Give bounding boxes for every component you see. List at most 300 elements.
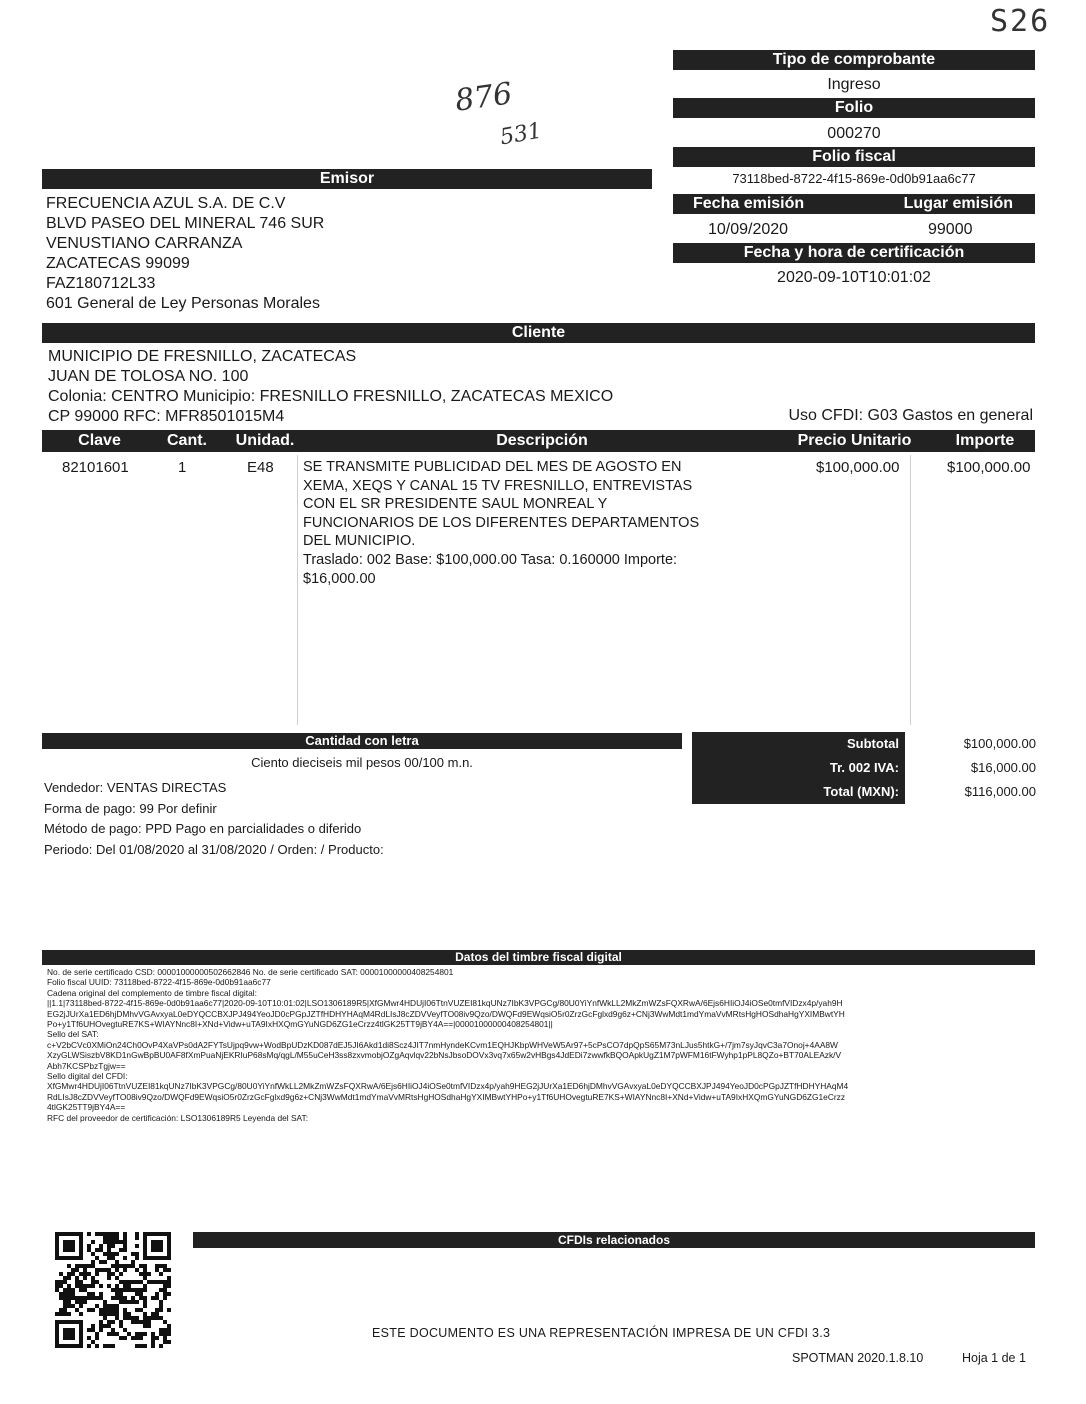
qr-module [139, 1320, 143, 1324]
qr-module [59, 1272, 63, 1276]
qr-module [111, 1312, 115, 1316]
row-cantidad: 1 [178, 459, 187, 476]
qr-module [159, 1308, 163, 1312]
cliente-block [48, 347, 613, 427]
emisor-regimen: 601 General de Ley Personas Morales [46, 295, 320, 312]
qr-module [115, 1264, 119, 1268]
col-precio-unitario: Precio Unitario [797, 432, 912, 449]
qr-module [143, 1300, 147, 1304]
qr-module [107, 1232, 111, 1236]
qr-module [167, 1340, 171, 1344]
qr-module [119, 1288, 123, 1292]
folio-value: 000270 [827, 125, 881, 142]
lugar-emision-label: Lugar emisión [903, 195, 1013, 212]
qr-module [67, 1304, 71, 1308]
qr-module [147, 1316, 151, 1320]
qr-module [71, 1288, 75, 1292]
qr-module [91, 1340, 95, 1344]
qr-code [55, 1232, 171, 1348]
qr-module [155, 1292, 159, 1296]
qr-module [103, 1344, 107, 1348]
qr-module [135, 1280, 139, 1284]
folio-header: Folio [673, 98, 1035, 118]
qr-module [63, 1308, 67, 1312]
qr-module [63, 1300, 67, 1304]
qr-module [115, 1288, 119, 1292]
qr-module [163, 1268, 167, 1272]
sello-cfdi: XfGMwr4HDUjI06TtnVUZEI81kqUNz7IbK3VPGCg/80U0YiYnfWkLL2MkZmWZsFQXRwA/6Ejs6HIiOJ4iOSe0tmfVIDzx4p/yah9HEG2jJUrXa1ED6hjDMhvVGAvxyaL0eDYQCCBXJPJ494YeoJD0cPGpJZTfHDHYHAqM4 [47, 1081, 849, 1092]
qr-module [63, 1296, 67, 1300]
qr-module [99, 1284, 103, 1288]
handwritten-note-1: 876 [452, 76, 515, 119]
qr-module [99, 1268, 103, 1272]
qr-module [87, 1296, 91, 1300]
qr-module [115, 1252, 119, 1256]
qr-module [139, 1332, 143, 1336]
qr-module [67, 1272, 71, 1276]
qr-module [111, 1244, 115, 1248]
qr-module [123, 1268, 127, 1272]
qr-module [107, 1304, 111, 1308]
qr-module [115, 1284, 119, 1288]
qr-module [95, 1280, 99, 1284]
qr-module [95, 1232, 99, 1236]
qr-module [123, 1308, 127, 1312]
qr-module [131, 1300, 135, 1304]
cliente-cp-rfc: CP 99000 RFC: MFR8501015M4 [48, 408, 285, 425]
qr-module [99, 1248, 103, 1252]
qr-module [131, 1296, 135, 1300]
certificacion-header: Fecha y hora de certificación [673, 243, 1035, 263]
qr-module [167, 1292, 171, 1296]
qr-module [159, 1264, 163, 1268]
qr-module [139, 1296, 143, 1300]
qr-module [67, 1276, 71, 1280]
qr-module [151, 1336, 155, 1340]
qr-module [147, 1280, 151, 1284]
emisor-block [46, 194, 324, 314]
qr-module [119, 1272, 123, 1276]
qr-module [123, 1240, 127, 1244]
qr-module [119, 1292, 123, 1296]
qr-module [87, 1284, 91, 1288]
sello-sat: c+V2bCVc0XMiOn24Ch0OvP4XaVPs0dA2FYTsUjpq9vw+WodBpUDzKD087dEJ5JI6Akd1di8Scz4JIT7nmHyndeKCvm1EQHJKbpWHVeW5Ar97+5cPsCO7dpQpS65M73nLJus5htkG+/7jm7syJqvC3a7Onoj+4AA8W [47, 1039, 838, 1050]
qr-module [127, 1288, 131, 1292]
timbre-certificados: No. de serie certificado CSD: 00001000000502662846 No. de serie certificado SAT: 00001000000408254801 [47, 967, 454, 977]
qr-module [159, 1316, 163, 1320]
descripcion-line: XEMA, XEQS Y CANAL 15 TV FRESNILLO, ENTREVISTAS [303, 477, 693, 494]
qr-module [111, 1288, 115, 1292]
qr-module [151, 1296, 155, 1300]
sello-cfdi: 4tlGK25TT9jBY4A== [47, 1102, 126, 1113]
qr-module [147, 1324, 151, 1328]
qr-module [107, 1324, 111, 1328]
qr-module [103, 1308, 107, 1312]
uso-cfdi: Uso CFDI: G03 Gastos en general [788, 407, 1033, 424]
qr-module [155, 1336, 159, 1340]
qr-module [91, 1240, 95, 1244]
qr-module [99, 1232, 103, 1236]
folio-fiscal-value: 73118bed-8722-4f15-869e-0d0b91aa6c77 [732, 171, 976, 186]
qr-module [135, 1320, 139, 1324]
qr-module [79, 1280, 83, 1284]
qr-module [79, 1264, 83, 1268]
qr-module [75, 1276, 79, 1280]
qr-module [83, 1264, 87, 1268]
qr-module [119, 1324, 123, 1328]
qr-module [119, 1280, 123, 1284]
qr-module [131, 1252, 135, 1256]
qr-module [55, 1280, 59, 1284]
qr-module [107, 1276, 111, 1280]
qr-module [95, 1332, 99, 1336]
metodo-pago: Método de pago: PPD Pago en parcialidades o diferido [44, 821, 362, 836]
qr-module [99, 1296, 103, 1300]
qr-module [155, 1316, 159, 1320]
row-unidad: E48 [247, 459, 274, 476]
descripcion-line: SE TRANSMITE PUBLICIDAD DEL MES DE AGOSTO EN [303, 459, 682, 475]
qr-module [95, 1268, 99, 1272]
qr-module [167, 1284, 171, 1288]
qr-module [75, 1268, 79, 1272]
qr-module [151, 1340, 155, 1344]
subtotal-value: $100,000.00 [963, 736, 1036, 751]
qr-module [159, 1344, 163, 1348]
certificacion-value: 2020-09-10T10:01:02 [777, 269, 931, 286]
qr-module [79, 1300, 83, 1304]
qr-module [119, 1240, 123, 1244]
qr-module [127, 1300, 131, 1304]
vendedor: Vendedor: VENTAS DIRECTAS [44, 780, 227, 795]
cantidad-letra-value: Ciento dieciseis mil pesos 00/100 m.n. [251, 755, 473, 770]
qr-module [99, 1320, 103, 1324]
row-precio-unitario: $100,000.00 [816, 459, 900, 476]
qr-module [91, 1308, 95, 1312]
concept-table-header [42, 430, 1035, 452]
qr-module [75, 1308, 79, 1312]
qr-module [135, 1236, 139, 1240]
qr-module [143, 1272, 147, 1276]
qr-module [63, 1328, 75, 1340]
qr-module [155, 1312, 159, 1316]
qr-module [123, 1248, 127, 1252]
qr-module [99, 1324, 103, 1328]
qr-module [151, 1312, 155, 1316]
qr-module [103, 1260, 107, 1264]
qr-module [67, 1284, 71, 1288]
qr-module [75, 1300, 79, 1304]
qr-module [155, 1264, 159, 1268]
qr-module [155, 1296, 159, 1300]
cliente-header: Cliente [42, 323, 1035, 343]
qr-module [107, 1332, 111, 1336]
qr-module [127, 1332, 131, 1336]
emisor-rfc: FAZ180712L33 [46, 275, 156, 292]
qr-module [67, 1264, 71, 1268]
timbre-cadena: ||1.1|73118bed-8722-4f15-869e-0d0b91aa6c77|2020-09-10T10:01:02|LSO1306189R5|XfGMwr4HDUjI06TtnVUZEI81kqUNz7IbK3VPGCg/80U0YiYnfWkLL2MkZmWZsFQXRwA/6Ejs6HIiOJ4iOSe0tmfVIDzx4p/yah9H [47, 998, 843, 1009]
qr-module [111, 1256, 115, 1260]
qr-module [119, 1248, 123, 1252]
qr-module [151, 1240, 163, 1252]
sello-sat-label: Sello del SAT: [47, 1029, 99, 1040]
qr-module [67, 1300, 71, 1304]
qr-module [139, 1280, 143, 1284]
qr-module [103, 1316, 107, 1320]
qr-module [67, 1288, 71, 1292]
qr-module [107, 1248, 111, 1252]
qr-module [91, 1276, 95, 1280]
qr-module [167, 1328, 171, 1332]
timbre-block [47, 967, 848, 1123]
qr-module [163, 1332, 167, 1336]
qr-module [111, 1320, 115, 1324]
qr-module [135, 1344, 139, 1348]
timbre-cadena: EG2jJUrXa1ED6hjDMhvVGAvxyaL0eDYQCCBXJPJ494YeoJD0cPGpJZTfHDHYHAqM4RdLIsJ8cZDVVeyfTO08iv9Qzo/DWQFd9EWqsiO5r0ZrzGcFglxd9g6z+CNj3WwMdt1mdYmaVvMRtsHgHOSdhaHgYXIMBwtYH [47, 1008, 845, 1019]
qr-module [119, 1264, 123, 1268]
descripcion-line: CON EL SR PRESIDENTE SAUL MONREAL Y [303, 496, 608, 513]
qr-module [163, 1296, 167, 1300]
qr-module [163, 1328, 167, 1332]
total-value: $116,000.00 [964, 784, 1036, 799]
qr-module [151, 1280, 155, 1284]
emisor-colonia: VENUSTIANO CARRANZA [46, 235, 243, 252]
footer-page: Hoja 1 de 1 [962, 1351, 1026, 1365]
qr-module [71, 1304, 75, 1308]
sello-cfdi: RdLIsJ8cZDVVeyfTO08iv9Qzo/DWQFd9EWqsiO5r0ZrzGcFglxd9g6z+CNj3WwMdt1mdYmaVvMRtsHgHOSdhaHgYXIMBwtYHPo+y1Tf6UHOvegtuRE7KS+WIAYNnc8I+XNd+Vidw+uTA9IxHXQmGYuNGD6ZG1eCrzz [47, 1091, 846, 1102]
fecha-emision-label: Fecha emisión [693, 195, 805, 212]
qr-module [135, 1256, 139, 1260]
qr-module [91, 1324, 95, 1328]
qr-module [163, 1320, 167, 1324]
qr-module [63, 1292, 67, 1296]
qr-module [143, 1344, 147, 1348]
qr-module [107, 1244, 111, 1248]
qr-module [135, 1232, 139, 1236]
qr-module [135, 1336, 139, 1340]
qr-module [79, 1296, 83, 1300]
qr-module [163, 1288, 167, 1292]
qr-module [91, 1284, 95, 1288]
qr-module [139, 1288, 143, 1292]
qr-module [119, 1336, 123, 1340]
qr-module [83, 1268, 87, 1272]
qr-module [111, 1296, 115, 1300]
descripcion-traslado-importe: $16,000.00 [303, 570, 376, 587]
qr-module [167, 1268, 171, 1272]
qr-module [159, 1288, 163, 1292]
qr-module [143, 1268, 147, 1272]
qr-module [107, 1312, 111, 1316]
qr-module [123, 1328, 127, 1332]
qr-module [87, 1232, 91, 1236]
qr-module [59, 1296, 63, 1300]
qr-module [163, 1336, 167, 1340]
qr-module [127, 1280, 131, 1284]
col-divider [297, 455, 298, 725]
qr-module [103, 1240, 107, 1244]
qr-module [135, 1244, 139, 1248]
qr-module [115, 1260, 119, 1264]
qr-module [67, 1312, 71, 1316]
qr-module [131, 1288, 135, 1292]
qr-module [91, 1328, 95, 1332]
qr-module [123, 1316, 127, 1320]
qr-module [163, 1340, 167, 1344]
qr-module [131, 1264, 135, 1268]
qr-module [67, 1292, 71, 1296]
qr-module [111, 1344, 115, 1348]
qr-module [131, 1316, 135, 1320]
qr-module [123, 1336, 127, 1340]
qr-module [143, 1320, 147, 1324]
qr-module [115, 1304, 119, 1308]
qr-module [147, 1320, 151, 1324]
qr-module [167, 1324, 171, 1328]
timbre-header: Datos del timbre fiscal digital [42, 950, 1035, 965]
qr-module [71, 1268, 75, 1272]
qr-module [139, 1292, 143, 1296]
qr-module [143, 1316, 147, 1320]
qr-module [91, 1292, 95, 1296]
qr-module [75, 1296, 79, 1300]
qr-module [99, 1260, 103, 1264]
qr-module [127, 1312, 131, 1316]
qr-module [107, 1308, 111, 1312]
qr-module [55, 1284, 59, 1288]
qr-module [95, 1248, 99, 1252]
qr-module [135, 1332, 139, 1336]
qr-module [99, 1292, 103, 1296]
qr-module [163, 1292, 167, 1296]
qr-module [107, 1236, 111, 1240]
qr-module [107, 1252, 111, 1256]
qr-module [103, 1324, 107, 1328]
qr-module [75, 1284, 79, 1288]
tipo-comprobante-value: Ingreso [827, 76, 881, 93]
descripcion-traslado: Traslado: 002 Base: $100,000.00 Tasa: 0.160000 Importe: [303, 551, 678, 568]
subtotal-label: Subtotal [847, 736, 899, 751]
qr-module [115, 1292, 119, 1296]
qr-module [111, 1328, 115, 1332]
qr-module [87, 1336, 91, 1340]
qr-module [87, 1344, 91, 1348]
qr-module [59, 1292, 63, 1296]
totals-label-box [692, 732, 905, 804]
qr-module [163, 1280, 167, 1284]
iva-label: Tr. 002 IVA: [829, 760, 899, 775]
footer-representation: ESTE DOCUMENTO ES UNA REPRESENTACIÓN IMPRESA DE UN CFDI 3.3 [372, 1326, 831, 1340]
qr-module [107, 1320, 111, 1324]
qr-module [71, 1292, 75, 1296]
qr-module [123, 1232, 127, 1236]
qr-module [111, 1332, 115, 1336]
qr-module [135, 1288, 139, 1292]
qr-module [107, 1256, 111, 1260]
qr-module [87, 1328, 91, 1332]
qr-module [119, 1320, 123, 1324]
qr-module [71, 1272, 75, 1276]
qr-module [111, 1304, 115, 1308]
qr-module [139, 1264, 143, 1268]
qr-module [163, 1284, 167, 1288]
qr-module [155, 1280, 159, 1284]
qr-module [115, 1296, 119, 1300]
qr-module [143, 1288, 147, 1292]
qr-module [91, 1264, 95, 1268]
qr-module [59, 1284, 63, 1288]
qr-module [155, 1268, 159, 1272]
total-label: Total (MXN): [823, 784, 899, 799]
payment-info [44, 778, 384, 860]
qr-module [131, 1260, 135, 1264]
qr-module [59, 1280, 63, 1284]
qr-module [107, 1344, 111, 1348]
forma-pago: Forma de pago: 99 Por definir [44, 800, 217, 816]
cantidad-letra-header: Cantidad con letra [42, 733, 682, 749]
qr-module [107, 1268, 111, 1272]
qr-module [151, 1316, 155, 1320]
qr-module [143, 1284, 147, 1288]
qr-module [107, 1284, 111, 1288]
qr-module [99, 1328, 103, 1332]
fecha-emision-value: 10/09/2020 [708, 221, 789, 238]
qr-module [87, 1248, 91, 1252]
qr-module [59, 1312, 63, 1316]
qr-module [159, 1280, 163, 1284]
row-clave: 82101601 [62, 459, 129, 476]
tipo-comprobante-header: Tipo de comprobante [673, 50, 1035, 70]
cfdis-relacionados-header: CFDIs relacionados [193, 1232, 1035, 1248]
qr-module [99, 1244, 103, 1248]
qr-module [127, 1264, 131, 1268]
qr-module [123, 1296, 127, 1300]
qr-module [55, 1288, 59, 1292]
qr-module [107, 1272, 111, 1276]
descripcion-line: DEL MUNICIPIO. [303, 533, 416, 550]
qr-module [135, 1316, 139, 1320]
qr-module [131, 1336, 135, 1340]
qr-module [119, 1296, 123, 1300]
qr-module [63, 1276, 67, 1280]
qr-module [63, 1288, 67, 1292]
emisor-name: FRECUENCIA AZUL S.A. DE C.V [46, 195, 286, 212]
qr-module [127, 1284, 131, 1288]
qr-module [143, 1264, 147, 1268]
qr-module [151, 1344, 155, 1348]
qr-module [79, 1284, 83, 1288]
col-unidad: Unidad. [235, 432, 295, 449]
qr-module [63, 1312, 67, 1316]
footer-version: SPOTMAN 2020.1.8.10 [792, 1351, 924, 1365]
row-descripcion [303, 458, 699, 588]
qr-module [159, 1272, 163, 1276]
lugar-emision-value: 99000 [928, 221, 973, 238]
qr-module [79, 1304, 83, 1308]
qr-module [91, 1296, 95, 1300]
qr-module [115, 1232, 119, 1236]
qr-module [123, 1300, 127, 1304]
qr-module [71, 1296, 75, 1300]
qr-module [123, 1280, 127, 1284]
qr-module [111, 1264, 115, 1268]
timbre-cadena-label: Cadena original del complemento de timbre fiscal digital: [47, 987, 257, 998]
qr-module [79, 1272, 83, 1276]
qr-module [75, 1280, 79, 1284]
qr-module [135, 1268, 139, 1272]
qr-module [127, 1316, 131, 1320]
qr-module [107, 1240, 111, 1244]
qr-module [103, 1300, 107, 1304]
